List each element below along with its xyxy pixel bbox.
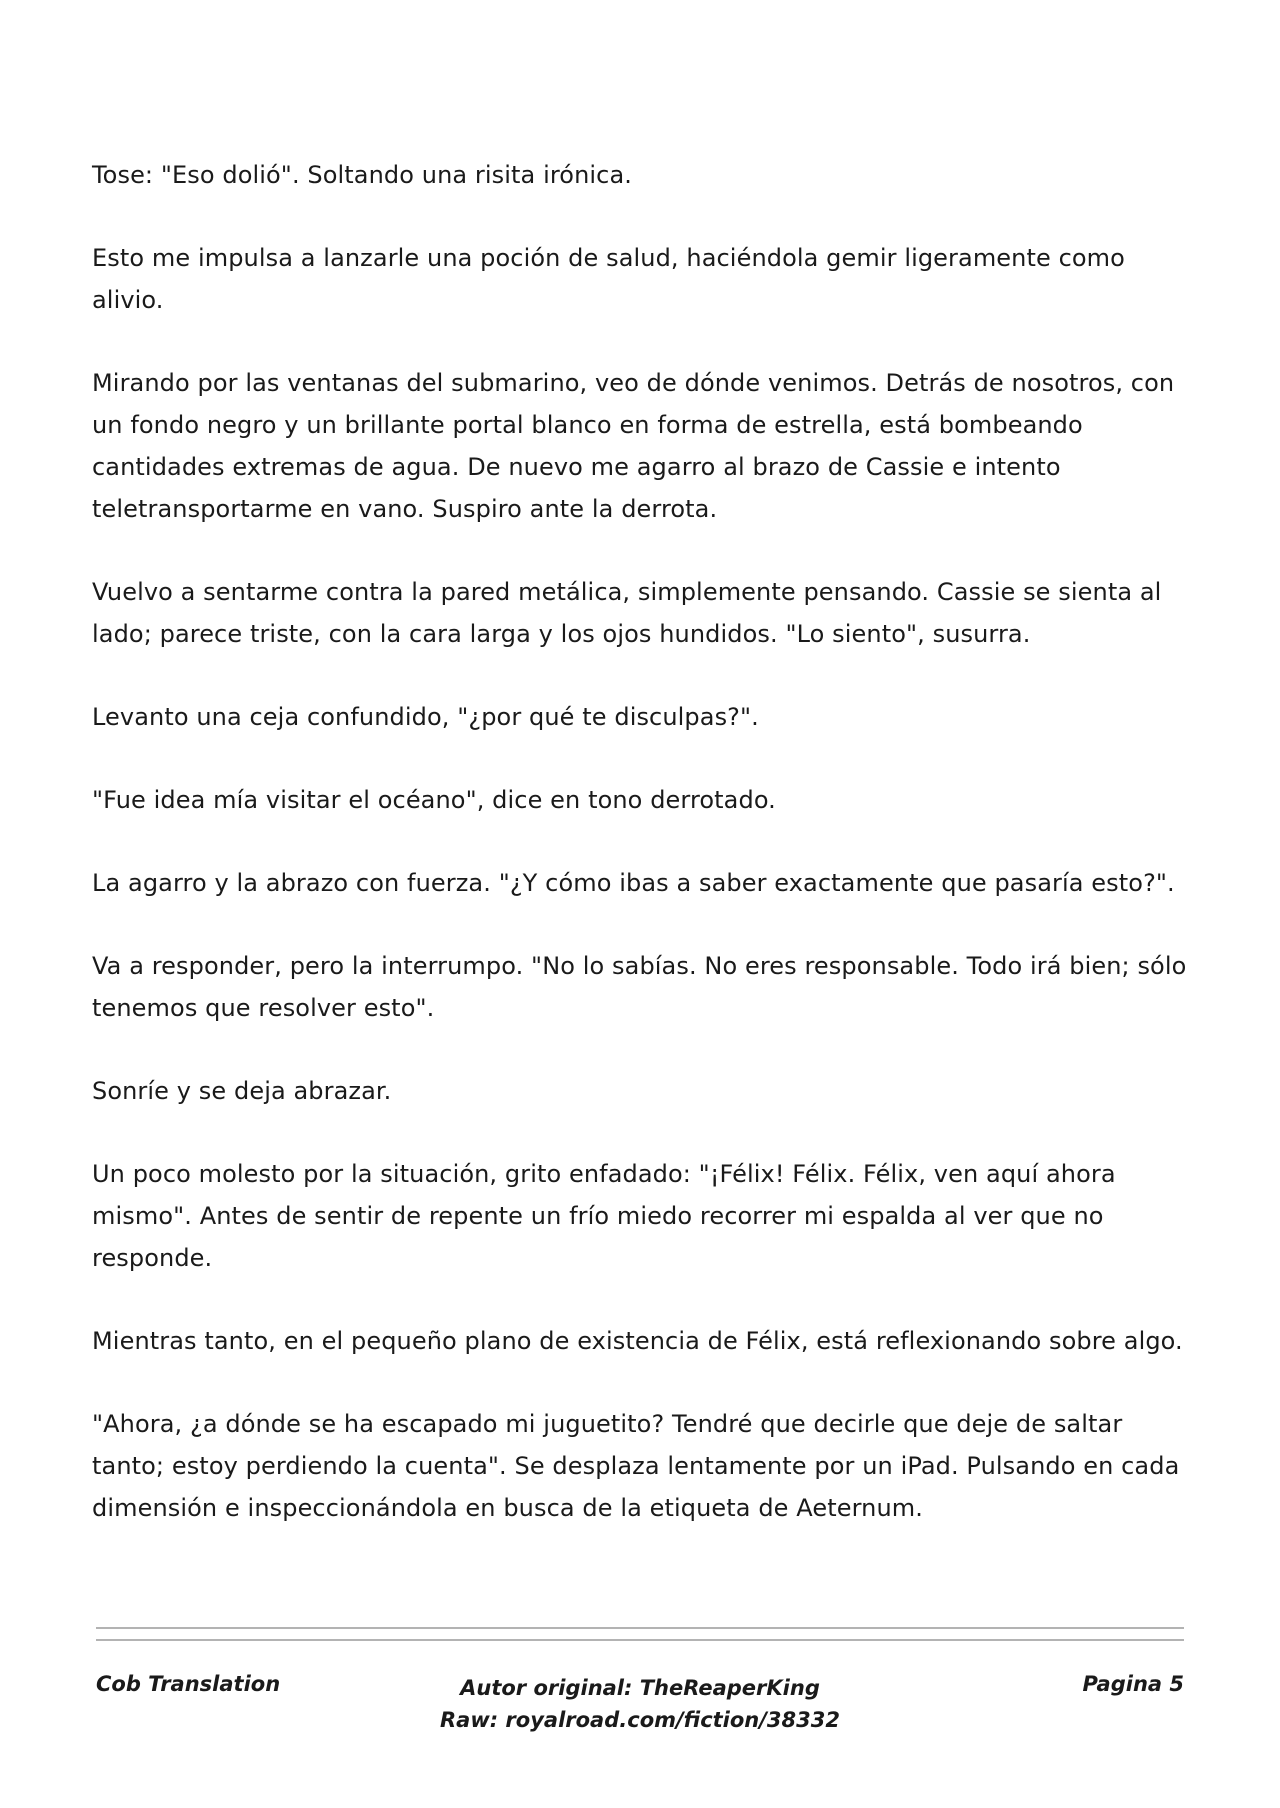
- page-footer: [96, 1672, 1184, 1752]
- paragraph: Sonríe y se deja abrazar.: [92, 1077, 392, 1105]
- page-number: Pagina 5: [1082, 1672, 1184, 1696]
- paragraph: Va a responder, pero la interrumpo. "No lo sabías. No eres responsable. Todo irá bien; sólo tenemos que resolver esto".: [92, 952, 1187, 1022]
- paragraph: "Fue idea mía visitar el océano", dice en tono derrotado.: [92, 786, 776, 814]
- paragraph: Vuelvo a sentarme contra la pared metálica, simplemente pensando. Cassie se sienta al lado; parece triste, con la cara larga y los ojos hundidos. "Lo siento", susurra.: [92, 578, 1162, 648]
- paragraph: Levanto una ceja confundido, "¿por qué te disculpas?".: [92, 703, 759, 731]
- paragraph: Mientras tanto, en el pequeño plano de existencia de Félix, está reflexionando sobre algo.: [92, 1327, 1183, 1355]
- footer-divider-top: [96, 1627, 1184, 1629]
- paragraph: Mirando por las ventanas del submarino, veo de dónde venimos. Detrás de nosotros, con un fondo negro y un brillante portal blanco en forma de estrella, está bombeando cantidades extremas de agua. De nuevo me agarro al brazo de Cassie e intento teletransportarme en vano. Suspiro ante la derrota.: [92, 369, 1175, 523]
- paragraph: Tose: "Eso dolió". Soltando una risita irónica.: [92, 161, 632, 189]
- paragraph: La agarro y la abrazo con fuerza. "¿Y cómo ibas a saber exactamente que pasaría esto?".: [92, 869, 1175, 897]
- footer-credits: [96, 1672, 1184, 1736]
- footer-divider-bottom: [96, 1639, 1184, 1641]
- paragraph: Esto me impulsa a lanzarle una poción de salud, haciéndola gemir ligeramente como alivio.: [92, 244, 1125, 314]
- footer-original-author: Autor original: TheReaperKing: [460, 1676, 820, 1700]
- paragraph: Un poco molesto por la situación, grito enfadado: "¡Félix! Félix. Félix, ven aquí ahora mismo". Antes de sentir de repente un frío miedo recorrer mi espalda al ver que no responde.: [92, 1160, 1116, 1272]
- footer-raw-source: Raw: royalroad.com/fiction/38332: [439, 1708, 840, 1732]
- footer-translator: Cob Translation: [96, 1672, 281, 1696]
- paragraph: "Ahora, ¿a dónde se ha escapado mi juguetito? Tendré que decirle que deje de saltar tanto; estoy perdiendo la cuenta". Se desplaza lentamente por un iPad. Pulsando en cada dimensión e inspeccionándola en busca de la etiqueta de Aeternum.: [92, 1410, 1180, 1522]
- body-text: [92, 154, 1202, 1570]
